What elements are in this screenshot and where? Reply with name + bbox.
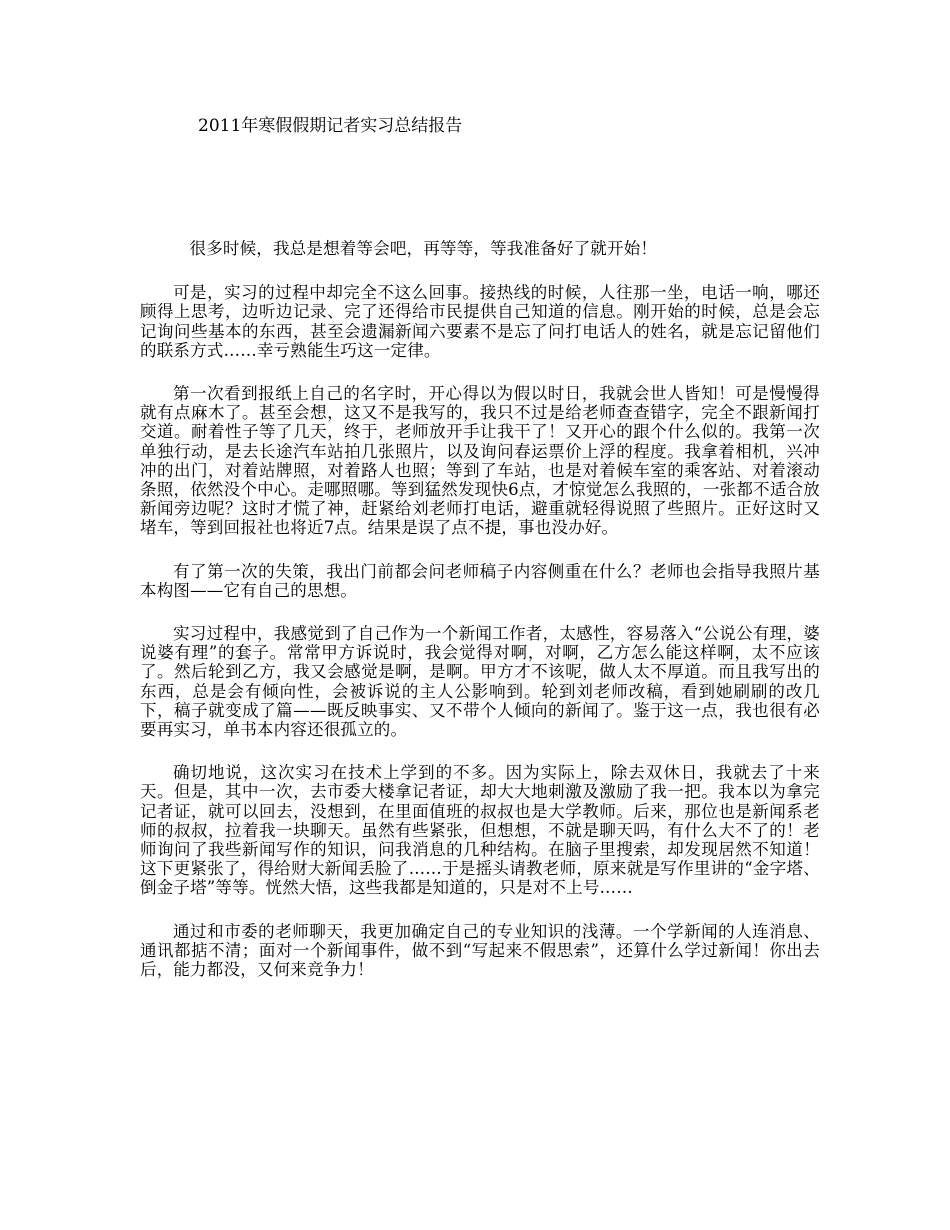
- paragraph-7: 通过和市委的老师聊天，我更加确定自己的专业知识的浅薄。一个学新闻的人连消息、通讯都掂不清；面对一个新闻事件，做不到“写起来不假思索”，还算什么学过新闻！你出去后，能力都没，又何来竞争力！: [140, 921, 820, 980]
- paragraph-5: 实习过程中，我感觉到了自己作为一个新闻工作者，太感性，容易落入“公说公有理，婆说婆有理”的套子。常常甲方诉说时，我会觉得对啊，对啊，乙方怎么能这样啊，太不应该了。然后轮到乙方，我又会感觉是啊，是啊。甲方才不该呢，做人太不厚道。而且我写出的东西，总是会有倾向性，会被诉说的主人公影响到。轮到刘老师改稿，看到她刷刷的改几下，稿子就变成了篇——既反映事实、又不带个人倾向的新闻了。鉴于这一点，我也很有必要再实习，单书本内容还很孤立的。: [140, 624, 820, 740]
- document-body: [140, 239, 820, 1003]
- paragraph-1: 很多时候，我总是想着等会吧，再等等，等我准备好了就开始！: [189, 239, 658, 258]
- paragraph-6: 确切地说，这次实习在技术上学到的不多。因为实际上，除去双休日，我就去了十来天。但是，其中一次，去市委大楼拿记者证，却大大地刺激及激励了我一把。我本以为拿完记者证，就可以回去，没想到，在里面值班的叔叔也是大学教师。后来，那位也是新闻系老师的叔叔，拉着我一块聊天。虽然有些紧张，但想想，不就是聊天吗，有什么大不了的！老师询问了我些新闻写作的知识，问我消息的几种结构。在脑子里搜索，却发现居然不知道！这下更紧张了，得给财大新闻丢脸了……于是摇头请教老师，原来就是写作里讲的“金字塔、倒金子塔”等等。恍然大悟，这些我都是知道的，只是对不上号……: [140, 763, 820, 898]
- paragraph-4: 有了第一次的失策，我出门前都会问老师稿子内容侧重在什么？老师也会指导我照片基本构图——它有自己的思想。: [140, 561, 820, 600]
- paragraph-3: 第一次看到报纸上自己的名字时，开心得以为假以时日，我就会世人皆知！可是慢慢得就有点麻木了。甚至会想，这又不是我写的，我只不过是给老师查查错字，完全不跟新闻打交道。耐着性子等了几天，终于，老师放开手让我干了！又开心的跟个什么似的。我第一次单独行动，是去长途汽车站拍几张照片，以及询问春运票价上浮的程度。我拿着相机，兴冲冲的出门，对着站牌照，对着路人也照；等到了车站，也是对着候车室的乘客站、对着滚动条照，依然没个中心。走哪照哪。等到猛然发现快6点，才惊觉怎么我照的，一张都不适合放新闻旁边呢？这时才慌了神，赶紧给刘老师打电话，避重就轻得说照了些照片。正好这时又堵车，等到回报社也将近7点。结果是误了点不提，事也没办好。: [140, 384, 820, 538]
- document-title: 2011年寒假假期记者实习总结报告: [198, 116, 463, 136]
- paragraph-2: 可是，实习的过程中却完全不这么回事。接热线的时候，人往那一坐，电话一响，哪还顾得上思考，边听边记录、完了还得给市民提供自己知道的信息。刚开始的时候，总是会忘记询问些基本的东西，甚至会遗漏新闻六要素不是忘了问打电话人的姓名，就是忘记留他们的联系方式……幸亏熟能生巧这一定律。: [140, 283, 820, 360]
